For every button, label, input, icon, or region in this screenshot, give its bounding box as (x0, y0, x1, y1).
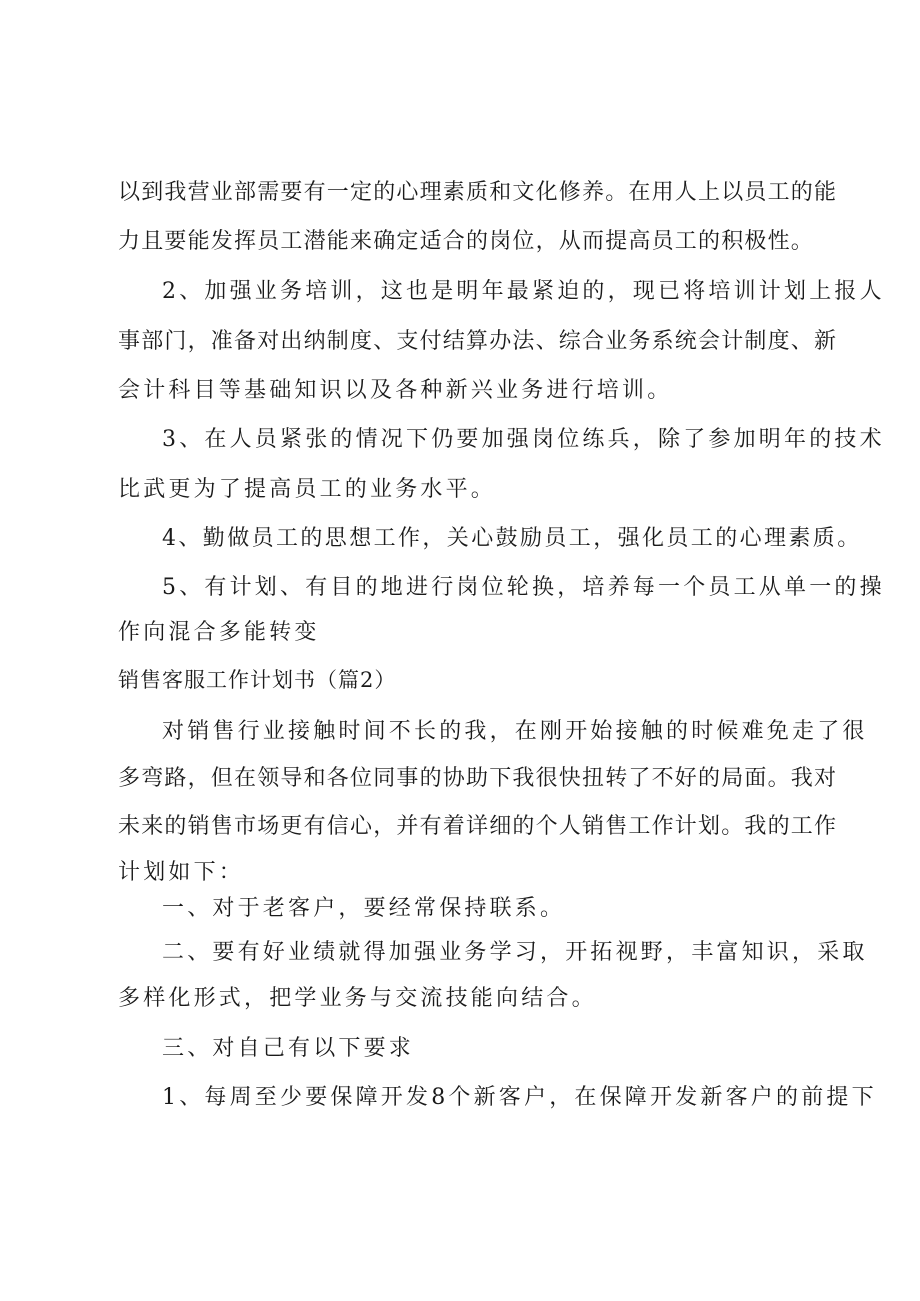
text-line: 未来的销售市场更有信心，并有着详细的个人销售工作计划。我的工作 (118, 814, 838, 839)
text-line: 会计科目等基础知识以及各种新兴业务进行培训。 (118, 378, 673, 403)
text-line: 计划如下： (118, 860, 245, 885)
text-line: 2、加强业务培训，这也是明年最紧迫的，现已将培训计划上报人 (162, 279, 885, 304)
text-line: 4、勤做员工的思想工作，关心鼓励员工，强化员工的心理素质。 (162, 526, 862, 551)
text-line: 对销售行业接触时间不长的我，在刚开始接触的时候难免走了很 (162, 719, 868, 744)
text-line: 比武更为了提高员工的业务水平。 (118, 477, 497, 502)
text-line: 5、有计划、有目的地进行岗位轮换，培养每一个员工从单一的操 (162, 575, 885, 600)
text-line: 力且要能发挥员工潜能来确定适合的岗位，从而提高员工的积极性。 (118, 229, 815, 254)
text-line: 以到我营业部需要有一定的心理素质和文化修养。在用人上以员工的能 (118, 180, 838, 205)
text-line: 二、要有好业绩就得加强业务学习，开拓视野，丰富知识，采取 (162, 940, 868, 965)
text-line: 多弯路，但在领导和各位同事的协助下我很快扭转了不好的局面。我对 (118, 766, 838, 791)
text-line: 多样化形式，把学业务与交流技能向结合。 (118, 986, 597, 1011)
text-line: 1、每周至少要保障开发8个新客户，在保障开发新客户的前提下 (162, 1085, 877, 1110)
text-line: 三、对自己有以下要求 (162, 1036, 415, 1061)
text-line: 一、对于老客户，要经常保持联系。 (162, 896, 566, 921)
text-line: 3、在人员紧张的情况下仍要加强岗位练兵，除了参加明年的技术 (162, 427, 885, 452)
section-heading: 销售客服工作计划书（篇2） (118, 668, 397, 692)
text-line: 作向混合多能转变 (118, 620, 320, 645)
text-line: 事部门，准备对出纳制度、支付结算办法、综合业务系统会计制度、新 (118, 329, 838, 354)
